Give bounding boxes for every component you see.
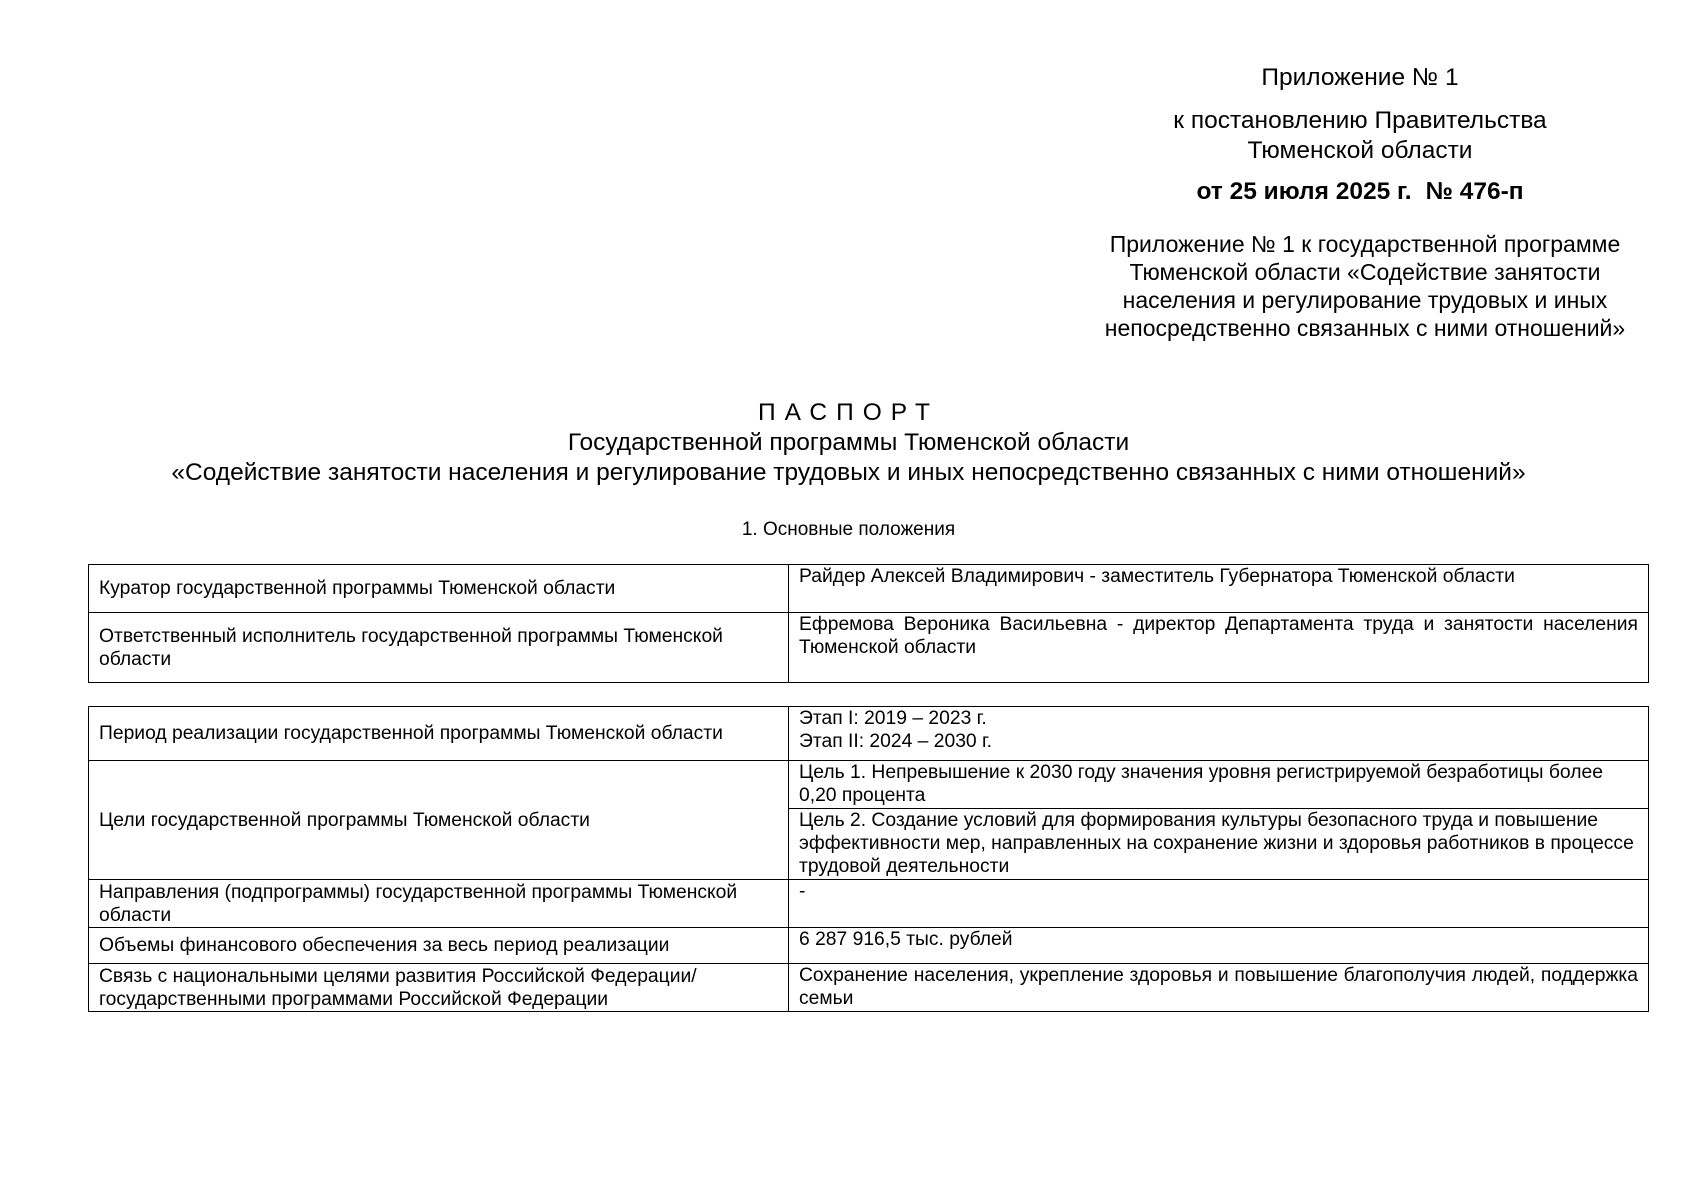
goal-item: Цель 2. Создание условий для формирования культуры безопасного труда и повышение эффективности мер, направленных на сохранение жизни и здоровья работников в процессе трудовой деятельности: [789, 809, 1649, 880]
row-label: Ответственный исполнитель государственной программы Тюменской области: [89, 613, 789, 683]
program-appendix-line: населения и регулирование трудовых и иных: [1122, 287, 1608, 313]
resolution-date-number: [1070, 177, 1650, 207]
stage-line: Этап II: 2024 – 2030 г.: [799, 731, 993, 752]
program-appendix-note: [1060, 230, 1670, 342]
row-value: Ефремова Вероника Васильевна - директор Департамента труда и занятости населения Тюменской области: [789, 613, 1649, 683]
row-value: -: [789, 880, 1649, 928]
program-appendix-line: Приложение № 1 к государственной программе: [1109, 231, 1621, 257]
document-title: ПАСПОРТ: [758, 399, 939, 426]
row-value: Сохранение населения, укрепление здоровья и повышение благополучия людей, поддержка семьи: [789, 964, 1649, 1012]
row-label: Куратор государственной программы Тюменской области: [89, 565, 789, 613]
table-row: [89, 880, 1649, 928]
table-row: [89, 707, 1649, 761]
row-label: Период реализации государственной программы Тюменской области: [89, 707, 789, 761]
row-value: 6 287 916,5 тыс. рублей: [789, 928, 1649, 964]
row-label: Объемы финансового обеспечения за весь период реализации: [89, 928, 789, 964]
row-label: Цели государственной программы Тюменской области: [89, 761, 789, 880]
row-value: [789, 707, 1649, 761]
goal-item: Цель 1. Непревышение к 2030 году значения уровня регистрируемой безработицы более 0,20 процента: [789, 761, 1649, 809]
table-row: [89, 613, 1649, 683]
appendix-heading: Приложение № 1: [1261, 64, 1459, 91]
program-appendix-line: Тюменской области «Содействие занятости: [1129, 259, 1601, 285]
row-label: Связь с национальными целями развития Российской Федерации/ государственными программами Российской Федерации: [89, 964, 789, 1012]
main-provisions-table-1: [88, 564, 1649, 683]
resolution-date: от 25 июля 2025 г.: [1196, 178, 1412, 205]
resolution-reference: [1070, 106, 1650, 166]
table-row: [89, 928, 1649, 964]
resolution-line: к постановлению Правительства: [1173, 107, 1547, 134]
table-row: [89, 964, 1649, 1012]
table-row: [89, 761, 1649, 809]
stage-line: Этап I: 2019 – 2023 г.: [799, 708, 987, 729]
section-heading: 1. Основные положения: [741, 519, 956, 540]
main-provisions-table-2: [88, 706, 1649, 1012]
table-row: [89, 565, 1649, 613]
row-label: Направления (подпрограммы) государственной программы Тюменской области: [89, 880, 789, 928]
program-appendix-line: непосредственно связанных с ними отношений»: [1104, 315, 1626, 341]
document-subtitle: Государственной программы Тюменской области: [567, 429, 1130, 456]
program-name: «Содействие занятости населения и регулирование трудовых и иных непосредственно связанных с ними отношений»: [171, 459, 1526, 486]
resolution-number: № 476-п: [1425, 178, 1524, 205]
resolution-line: Тюменской области: [1247, 137, 1473, 164]
row-value: Райдер Алексей Владимирович - заместитель Губернатора Тюменской области: [789, 565, 1649, 613]
